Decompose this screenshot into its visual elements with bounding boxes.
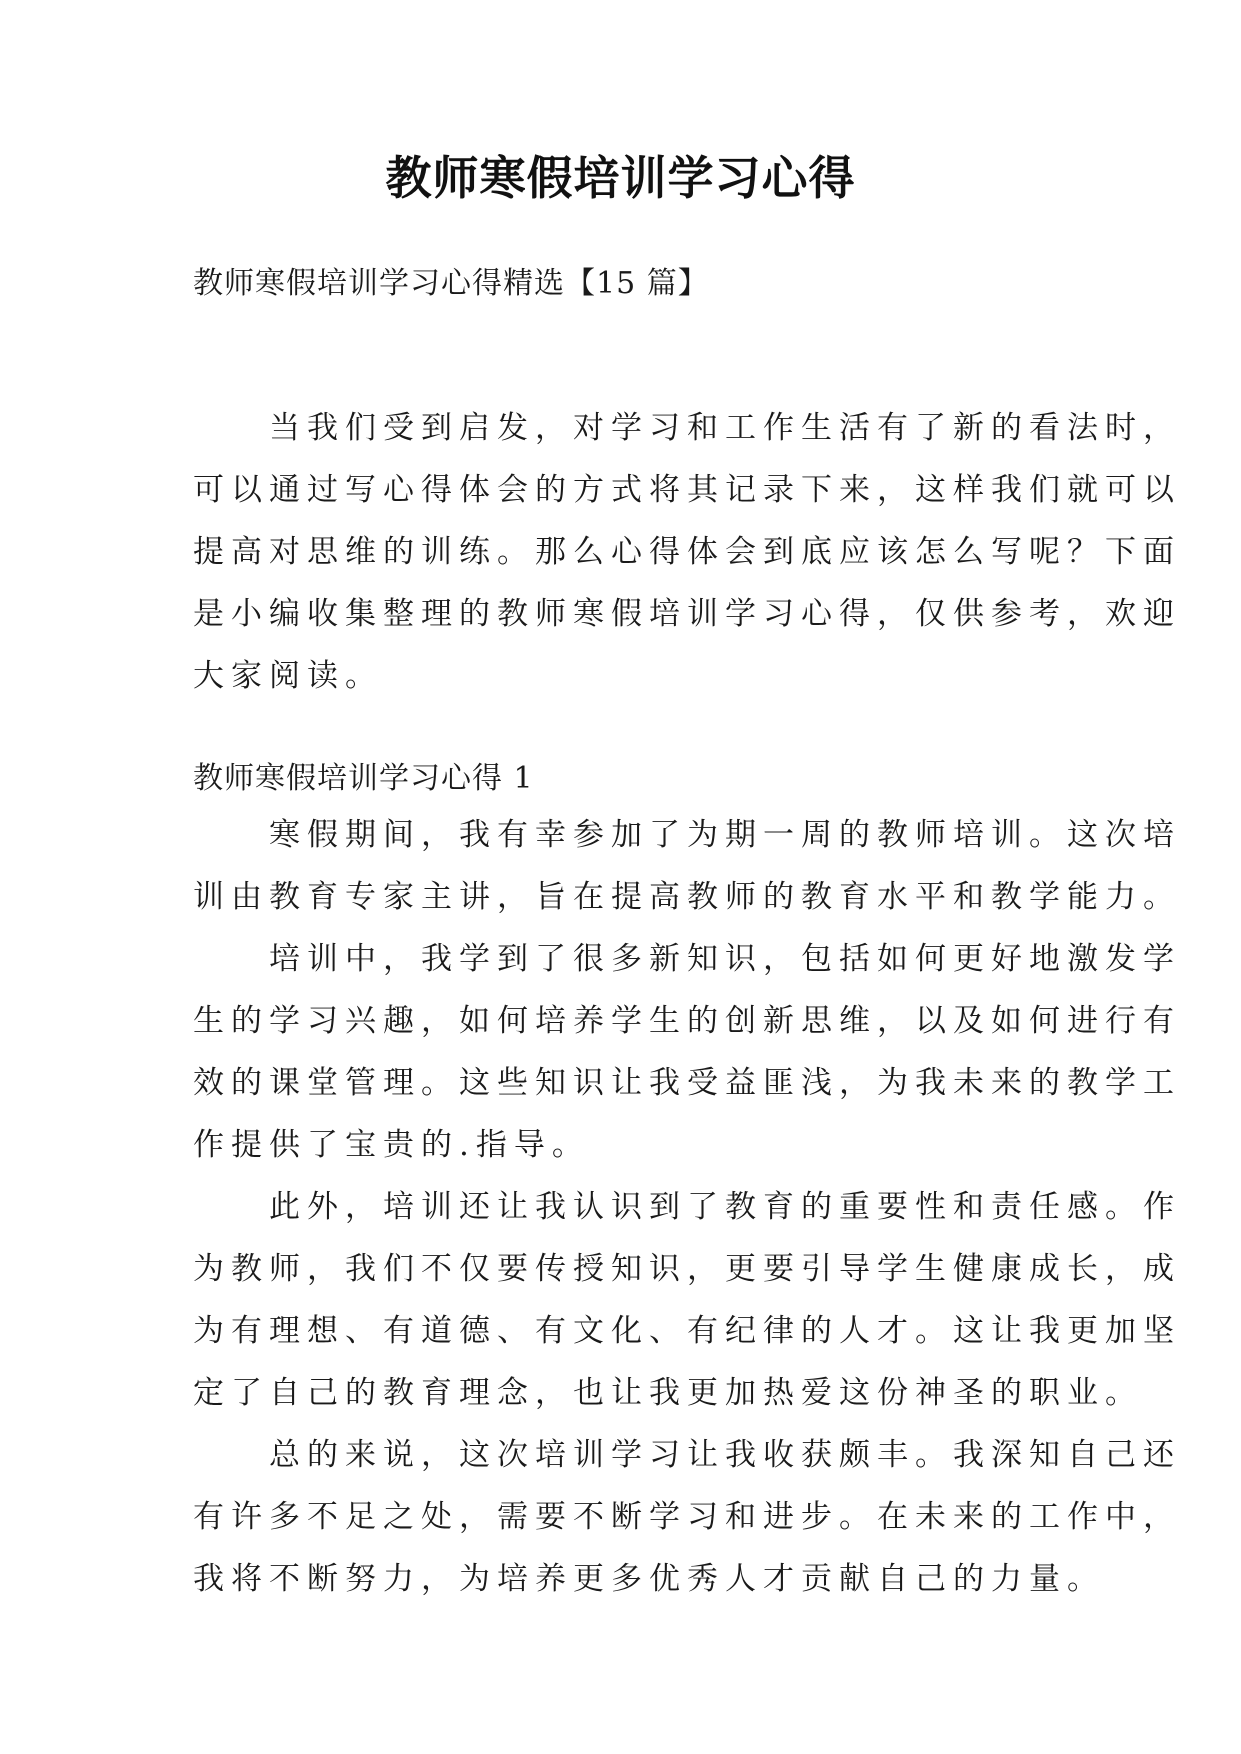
content-line: 为有理想、有道德、有文化、有纪律的人才。这让我更加坚 [193,1313,1181,1349]
content-line: 培训中，我学到了很多新知识，包括如何更好地激发学 [193,941,1181,977]
content-line: 此外，培训还让我认识到了教育的重要性和责任感。作 [193,1189,1181,1225]
document-title: 教师寒假培训学习心得 [385,151,856,205]
content-line: 我将不断努力，为培养更多优秀人才贡献自己的力量。 [193,1561,1105,1597]
intro-paragraph [193,397,1181,707]
content-line: 生的学习兴趣，如何培养学生的创新思维，以及如何进行有 [193,1003,1181,1039]
intro-line: 可以通过写心得体会的方式将其记录下来，这样我们就可以 [193,472,1181,508]
content-line: 作提供了宝贵的.指导。 [193,1127,590,1163]
intro-line: 是小编收集整理的教师寒假培训学习心得，仅供参考，欢迎 [193,596,1181,632]
section-content [193,804,1181,1610]
section-heading: 教师寒假培训学习心得 1 [193,761,534,796]
content-line: 效的课堂管理。这些知识让我受益匪浅，为我未来的教学工 [193,1065,1181,1101]
document-subtitle: 教师寒假培训学习心得精选【15 篇】 [193,266,709,301]
content-line: 定了自己的教育理念，也让我更加热爱这份神圣的职业。 [193,1375,1143,1411]
intro-line: 大家阅读。 [193,658,383,694]
content-line: 总的来说，这次培训学习让我收获颇丰。我深知自己还 [193,1437,1181,1473]
intro-line: 提高对思维的训练。那么心得体会到底应该怎么写呢？下面 [193,534,1181,570]
content-line: 有许多不足之处，需要不断学习和进步。在未来的工作中， [193,1499,1181,1535]
content-line: 训由教育专家主讲，旨在提高教师的教育水平和教学能力。 [193,879,1181,915]
intro-line: 当我们受到启发，对学习和工作生活有了新的看法时， [193,410,1181,446]
content-line: 为教师，我们不仅要传授知识，更要引导学生健康成长，成 [193,1251,1181,1287]
content-line: 寒假期间，我有幸参加了为期一周的教师培训。这次培 [193,817,1181,853]
